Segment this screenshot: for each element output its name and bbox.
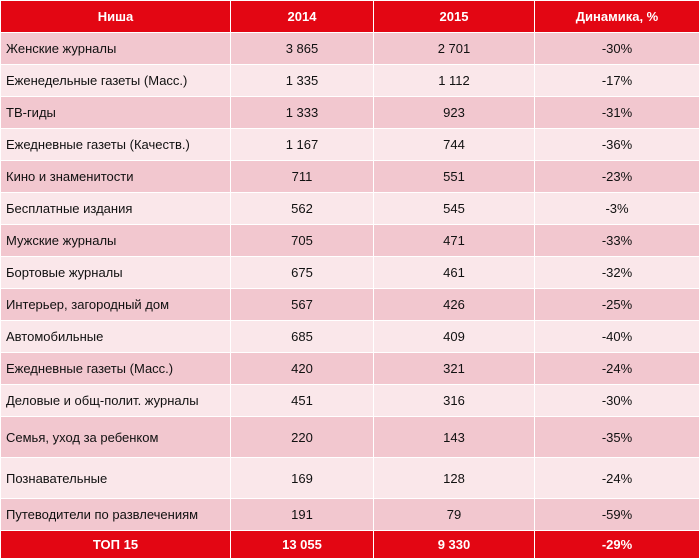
table-row	[1, 161, 700, 193]
value-2014-cell: 420	[231, 353, 374, 385]
change-cell: -30%	[535, 385, 700, 417]
change-cell: -24%	[535, 353, 700, 385]
niche-cell: Женские журналы	[1, 33, 231, 65]
table-row	[1, 65, 700, 97]
value-2015-cell: 923	[374, 97, 535, 129]
change-cell: -31%	[535, 97, 700, 129]
header-2015: 2015	[374, 1, 535, 33]
change-cell: -23%	[535, 161, 700, 193]
table-row	[1, 225, 700, 257]
value-2015-cell: 744	[374, 129, 535, 161]
value-2014-cell: 1 335	[231, 65, 374, 97]
value-2014-cell: 220	[231, 417, 374, 458]
table-row	[1, 417, 700, 458]
header-niche: Ниша	[1, 1, 231, 33]
header-row	[1, 1, 700, 33]
value-2014-cell: 1 333	[231, 97, 374, 129]
value-2015-cell: 461	[374, 257, 535, 289]
niche-cell: Ежедневные газеты (Масс.)	[1, 353, 231, 385]
change-cell: -24%	[535, 458, 700, 499]
change-cell: -33%	[535, 225, 700, 257]
total-name: ТОП 15	[1, 531, 231, 559]
header-change: Динамика, %	[535, 1, 700, 33]
niche-cell: Семья, уход за ребенком	[1, 417, 231, 458]
niche-cell: ТВ-гиды	[1, 97, 231, 129]
value-2015-cell: 143	[374, 417, 535, 458]
niche-cell: Ежедневные газеты (Качеств.)	[1, 129, 231, 161]
total-2015: 9 330	[374, 531, 535, 559]
table-row	[1, 353, 700, 385]
value-2015-cell: 321	[374, 353, 535, 385]
niche-cell: Деловые и общ-полит. журналы	[1, 385, 231, 417]
niche-cell: Познавательные	[1, 458, 231, 499]
value-2015-cell: 1 112	[374, 65, 535, 97]
total-2014: 13 055	[231, 531, 374, 559]
value-2014-cell: 169	[231, 458, 374, 499]
table-row	[1, 33, 700, 65]
niche-cell: Мужские журналы	[1, 225, 231, 257]
change-cell: -32%	[535, 257, 700, 289]
value-2015-cell: 551	[374, 161, 535, 193]
niche-cell: Автомобильные	[1, 321, 231, 353]
value-2015-cell: 426	[374, 289, 535, 321]
value-2015-cell: 316	[374, 385, 535, 417]
change-cell: -40%	[535, 321, 700, 353]
value-2014-cell: 3 865	[231, 33, 374, 65]
table-row	[1, 458, 700, 499]
niche-cell: Путеводители по развлечениям	[1, 499, 231, 531]
change-cell: -59%	[535, 499, 700, 531]
table-row	[1, 289, 700, 321]
value-2014-cell: 567	[231, 289, 374, 321]
value-2015-cell: 409	[374, 321, 535, 353]
value-2014-cell: 451	[231, 385, 374, 417]
value-2014-cell: 705	[231, 225, 374, 257]
niche-cell: Кино и знаменитости	[1, 161, 231, 193]
table-row	[1, 499, 700, 531]
total-change: -29%	[535, 531, 700, 559]
value-2014-cell: 711	[231, 161, 374, 193]
table-row	[1, 97, 700, 129]
table-row	[1, 193, 700, 225]
value-2015-cell: 2 701	[374, 33, 535, 65]
niche-cell: Бесплатные издания	[1, 193, 231, 225]
table-row	[1, 385, 700, 417]
table-row	[1, 257, 700, 289]
niche-cell: Интерьер, загородный дом	[1, 289, 231, 321]
change-cell: -30%	[535, 33, 700, 65]
change-cell: -3%	[535, 193, 700, 225]
table-row	[1, 129, 700, 161]
value-2014-cell: 675	[231, 257, 374, 289]
change-cell: -36%	[535, 129, 700, 161]
value-2015-cell: 545	[374, 193, 535, 225]
value-2014-cell: 1 167	[231, 129, 374, 161]
change-cell: -35%	[535, 417, 700, 458]
header-2014: 2014	[231, 1, 374, 33]
niche-cell: Еженедельные газеты (Масс.)	[1, 65, 231, 97]
value-2015-cell: 128	[374, 458, 535, 499]
change-cell: -25%	[535, 289, 700, 321]
niche-cell: Бортовые журналы	[1, 257, 231, 289]
value-2014-cell: 562	[231, 193, 374, 225]
value-2015-cell: 79	[374, 499, 535, 531]
value-2014-cell: 685	[231, 321, 374, 353]
change-cell: -17%	[535, 65, 700, 97]
total-row	[1, 531, 700, 559]
value-2015-cell: 471	[374, 225, 535, 257]
value-2014-cell: 191	[231, 499, 374, 531]
table-row	[1, 321, 700, 353]
